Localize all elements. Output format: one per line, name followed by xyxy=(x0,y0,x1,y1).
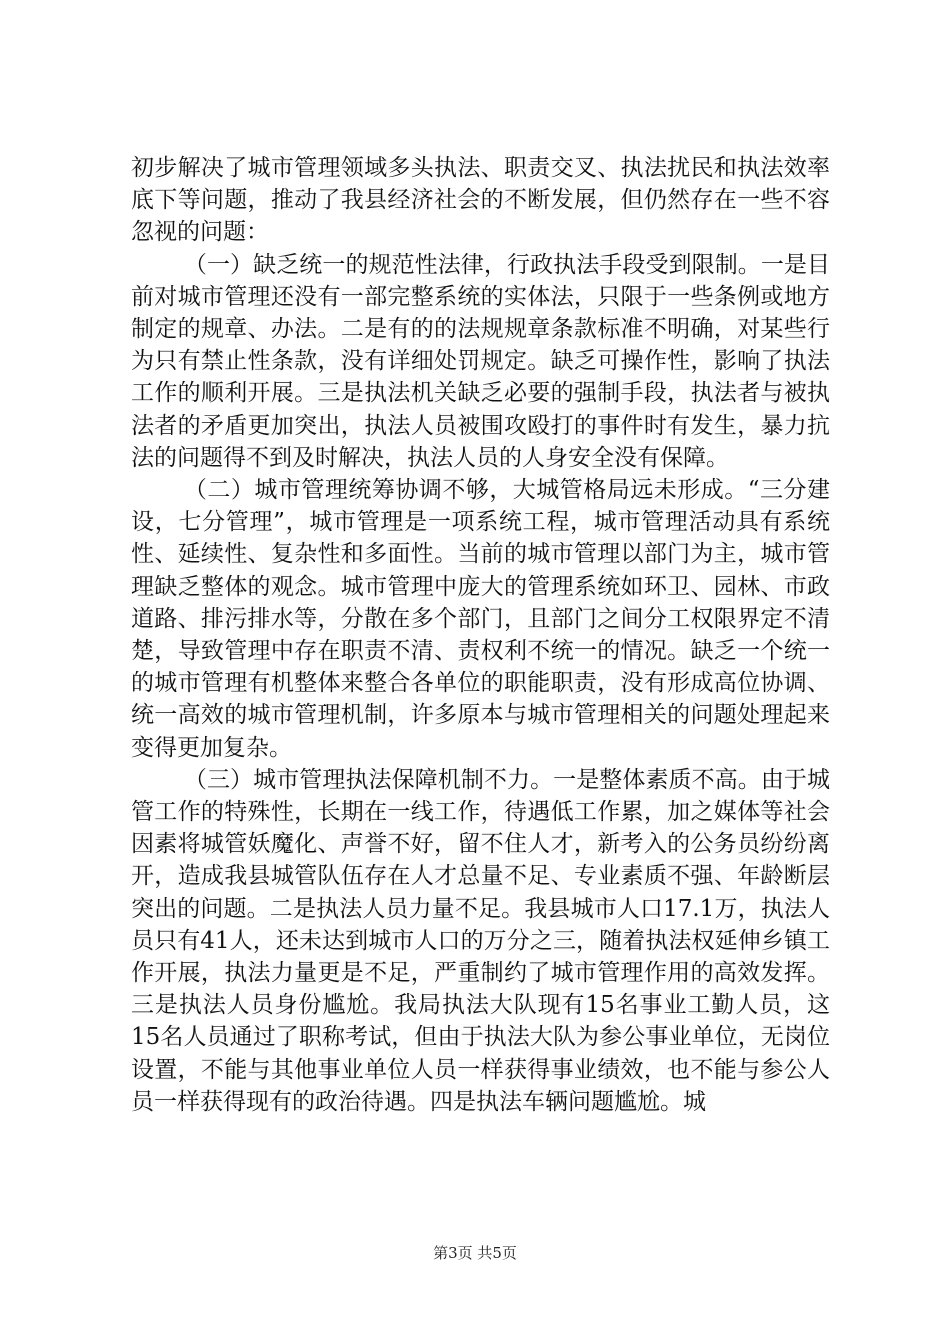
paragraph-intro: 初步解决了城市管理领域多头执法、职责交叉、执法扰民和执法效率底下等问题，推动了我县经济社会的不断发展，但仍然存在一些不容忽视的问题： xyxy=(131,155,830,246)
paragraph-section-1: （一）缺乏统一的规范性法律，行政执法手段受到限制。一是目前对城市管理还没有一部完整系统的实体法，只限于一些条例或地方制定的规章、办法。二是有的的法规规章条款标准不明确，对某些行为只有禁止性条款，没有详细处罚规定。缺乏可操作性，影响了执法工作的顺利开展。三是执法机关缺乏必要的强制手段，执法者与被执法者的矛盾更加突出，执法人员被围攻殴打的事件时有发生，暴力抗法的问题得不到及时解决，执法人员的人身安全没有保障。 xyxy=(131,251,830,471)
paragraph-section-3: （三）城市管理执法保障机制不力。一是整体素质不高。由于城管工作的特殊性，长期在一线工作，待遇低工作累，加之媒体等社会因素将城管妖魔化、声誉不好，留不住人才，新考入的公务员纷纷离开，造成我县城管队伍存在人才总量不足、专业素质不强、年龄断层突出的问题。二是执法人员力量不足。我县城市人口17.1万，执法人员只有41人，还未达到城市人口的万分之三，随着执法权延伸乡镇工作开展，执法力量更是不足，严重制约了城市管理作用的高效发挥。三是执法人员身份尴尬。我局执法大队现有15名事业工勤人员，这15名人员通过了职称考试，但由于执法大队为参公事业单位，无岗位设置，不能与其他事业单位人员一样获得事业绩效，也不能与参公人员一样获得现有的政治待遇。四是执法车辆问题尴尬。城 xyxy=(131,766,830,1115)
page-number-footer: 第3页 共5页 xyxy=(433,1244,517,1262)
document-body xyxy=(131,152,830,1118)
paragraph-section-2: （二）城市管理统筹协调不够，大城管格局远未形成。“三分建设，七分管理”，城市管理是一项系统工程，城市管理活动具有系统性、延续性、复杂性和多面性。当前的城市管理以部门为主，城市管理缺乏整体的观念。城市管理中庞大的管理系统如环卫、园林、市政道路、排污排水等，分散在多个部门，且部门之间分工权限界定不清楚，导致管理中存在职责不清、责权利不统一的情况。缺乏一个统一的城市管理有机整体来整合各单位的职能职责，没有形成高位协调、统一高效的城市管理机制，许多原本与城市管理相关的问题处理起来变得更加复杂。 xyxy=(131,477,830,761)
